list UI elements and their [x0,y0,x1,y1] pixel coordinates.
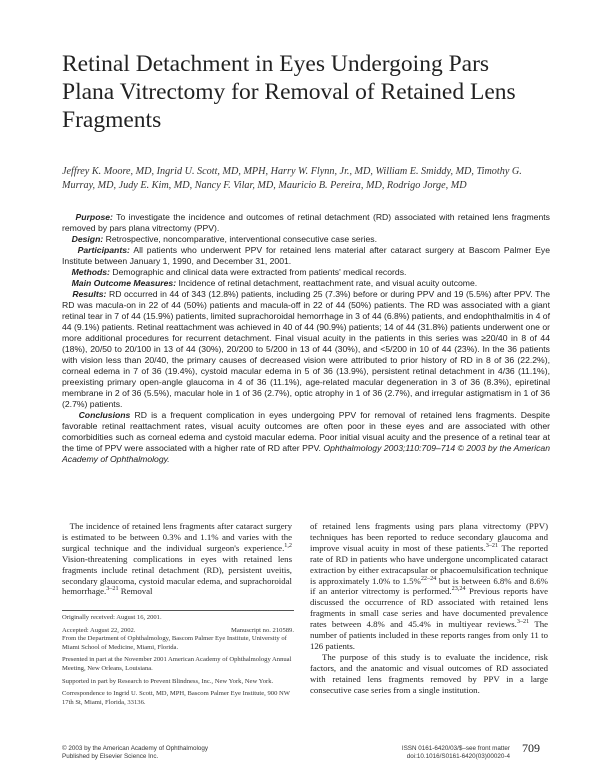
methods-label: Methods: [71,267,110,277]
abstract-purpose [62,212,550,234]
intro-text-2d: Previous reports have discussed the occurrence of RD associated with retained lens fragments in small case series and have documented prevalence rates between 4.8% and 45.4% in multiyear reviews. [310,586,548,630]
purpose-text: To investigate the incidence and outcomes of retinal detachment (RD) associated with retained lens fragments removed by pars plana vitrectomy (PPV). [62,212,550,233]
design-label: Design: [71,234,104,244]
purpose-label: Purpose: [75,212,113,222]
intro-text-1a: The incidence of retained lens fragments after cataract surgery is estimated to be between 0.3% and 1.1% and varies with the surgical technique and the individual surgeon's experience. [62,521,292,553]
article-notes [62,610,294,711]
intro-text-2c: but is between 6.8% and 8.6% if an anterior vitrectomy is performed. [310,575,548,597]
conclusions-label: Conclusions [78,410,131,420]
participants-label: Participants: [77,245,130,255]
doi-line: doi:10.1016/S0161-6420(03)00020-4 [406,753,510,761]
abstract-outcome [62,278,550,289]
correspondence-note: Correspondence to Ingrid U. Scott, MD, MPH, Bascom Palmer Eye Institute, 900 NW 17th St, Miami, Florida, 33136. [62,690,290,706]
reference-marker: 3–21 [516,619,530,626]
journal-citation: Ophthalmology 2003;110:709–714 © 2003 by the American Academy of Ophthalmology. [62,443,550,464]
intro-text-2b: The reported rate of RD in patients who have undergone uncomplicated cataract extraction by either extracapsular or phacoemulsification technique is approximately 1.0% to 1.5% [310,542,548,586]
design-text: Retrospective, noncomparative, interventional consecutive case series. [105,234,377,244]
footer-right [400,745,510,761]
received-date: Originally received: August 16, 2001. [62,614,162,621]
copyright-line: © 2003 by the American Academy of Ophthalmology [62,745,209,752]
support-note: Supported in part by Research to Prevent Blindness, Inc., New York, New York. [62,677,274,685]
participants-text: All patients who underwent PPV for retained lens material after cataract surgery at Bascom Palmer Eye Institute between January 1, 1990, and December 31, 2001. [62,245,551,266]
page-number: 709 [522,741,540,755]
intro-paragraph-1 [62,521,292,597]
publisher-line: Published by Elsevier Science Inc. [62,753,159,761]
footer-left [62,745,208,761]
intro-text-2e: The number of patients included in these reports ranges from only 11 to 126 patients. [310,619,549,651]
body-column-right [310,521,548,696]
reference-marker: 1,2 [284,542,292,549]
body-column-left [62,521,292,597]
accepted-date: Accepted: August 22, 2002. [62,626,136,634]
article-title: Retinal Detachment in Eyes Undergoing Pars Plana Vitrectomy for Removal of Retained Lens Fragments [62,51,516,133]
abstract-methods [62,267,550,278]
author-list: Jeffrey K. Moore, MD, Ingrid U. Scott, MD, MPH, Harry W. Flynn, Jr., MD, William E. Smiddy, MD, Timothy G. Murray, MD, Judy E. Kim, MD, Nancy F. Vilar, MD, Mauricio B. Pereira, MD, Rodrigo Jorge, MD [62,166,522,191]
outcome-text: Incidence of retinal detachment, reattachment rate, and visual acuity outcome. [178,278,478,288]
reference-marker: 3–21 [106,586,119,593]
outcome-label: Main Outcome Measures: [71,278,177,288]
accepted-row [62,627,294,636]
manuscript-number: Manuscript no. 210589. [230,626,294,634]
presented-note: Presented in part at the November 2001 American Academy of Ophthalmology Annual Meeting, New Orleans, Louisiana. [62,656,292,672]
methods-text: Demographic and clinical data were extracted from patients' medical records. [112,267,407,277]
affiliation-note: From the Department of Ophthalmology, Bascom Palmer Eye Institute, University of Miami School of Medicine, Miami, Florida. [62,635,287,651]
conclusions-text: RD is a frequent complication in eyes undergoing PPV for removal of retained lens fragments. Despite favorable retinal reattachment rates, visual acuity outcomes are often poor in these eyes and are associated with other comorbidities such as corneal edema and cystoid macular edema. Poor initial visual acuity and the presence of a retinal tear at the time of PPV were associated with a higher rate of RD after PPV. [62,410,550,453]
abstract-participants [62,245,550,267]
intro-paragraph-1-cont [310,521,548,652]
results-text: RD occurred in 44 of 343 (12.8%) patients, including 25 (7.3%) before or during PPV and 19 (5.5%) after PPV. The RD was macula-on in 22 of 44 (50%) patients and macula-off in 22 of 44 (50%) patients. The RD was associated with a giant retinal tear in 7 of 44 (15.9%) patients, limited suprachoroidal hemorrhage in 3 of 44 (6.8%) patients, and endophthalmitis in 4 of 44 (9.1%) patients. Retinal reattachment was achieved in 40 of 44 (90.9%) patients; 14 of 44 (31.8%) patients underwent one or more additional procedures for recurrent detachment. Final visual acuity in the patients in this series was ≥20/40 in 8 of 44 (18%), 20/50 to 20/100 in 13 of 44 (30%), 20/200 to 5/200 in 13 of 44 (30%), and <5/200 in 10 of 44 (23%). In the 36 patients with vision less than 20/40, the primary causes of decreased vision were attributed to prior history of RD in 8 of 36 (22.2%), corneal edema in 7 of 36 (19.4%), cystoid macular edema in 5 of 36 (13.9%), persistent retinal detachment in 4/36 (11.1%), preexisting primary open-angle glaucoma in 4 of 36 (11.1%), age-related macular degeneration in 3 of 36 (8.3%), epiretinal membrane in 2 of 36 (5.5%), macular hole in 1 of 36 (2.7%), optic atrophy in 1 of 36 (2.7%), and irregular astigmatism in 1 of 36 (2.7%) patients. [62,289,550,409]
reference-marker: 23,24 [451,586,466,593]
abstract [62,212,550,465]
intro-text-1b: Vision-threatening complications in eyes with retained lens fragments include retinal detachment (RD), persistent uveitis, secondary glaucoma, cystoid macular edema, and suprachoroidal hemorrhage. [62,553,292,597]
reference-marker: 22–24 [420,575,437,582]
intro-paragraph-2: The purpose of this study is to evaluate the incidence, risk factors, and the anatomic and visual outcomes of RD associated with retained lens fragments removed by PPV in a large consecutive case series from a single institution. [310,651,548,695]
abstract-design [62,234,550,245]
issn-line: ISSN 0161-6420/03/$–see front matter [401,745,510,752]
intro-text-1c: Removal [118,586,153,597]
results-label: Results: [72,289,107,299]
reference-marker: 3–21 [485,542,499,549]
abstract-results [62,289,550,410]
intro-text-2a: of retained lens fragments using pars plana vitrectomy (PPV) techniques has been reported to reduce secondary glaucoma and improve visual acuity in most of these patients. [310,521,548,553]
abstract-conclusions [62,410,550,465]
